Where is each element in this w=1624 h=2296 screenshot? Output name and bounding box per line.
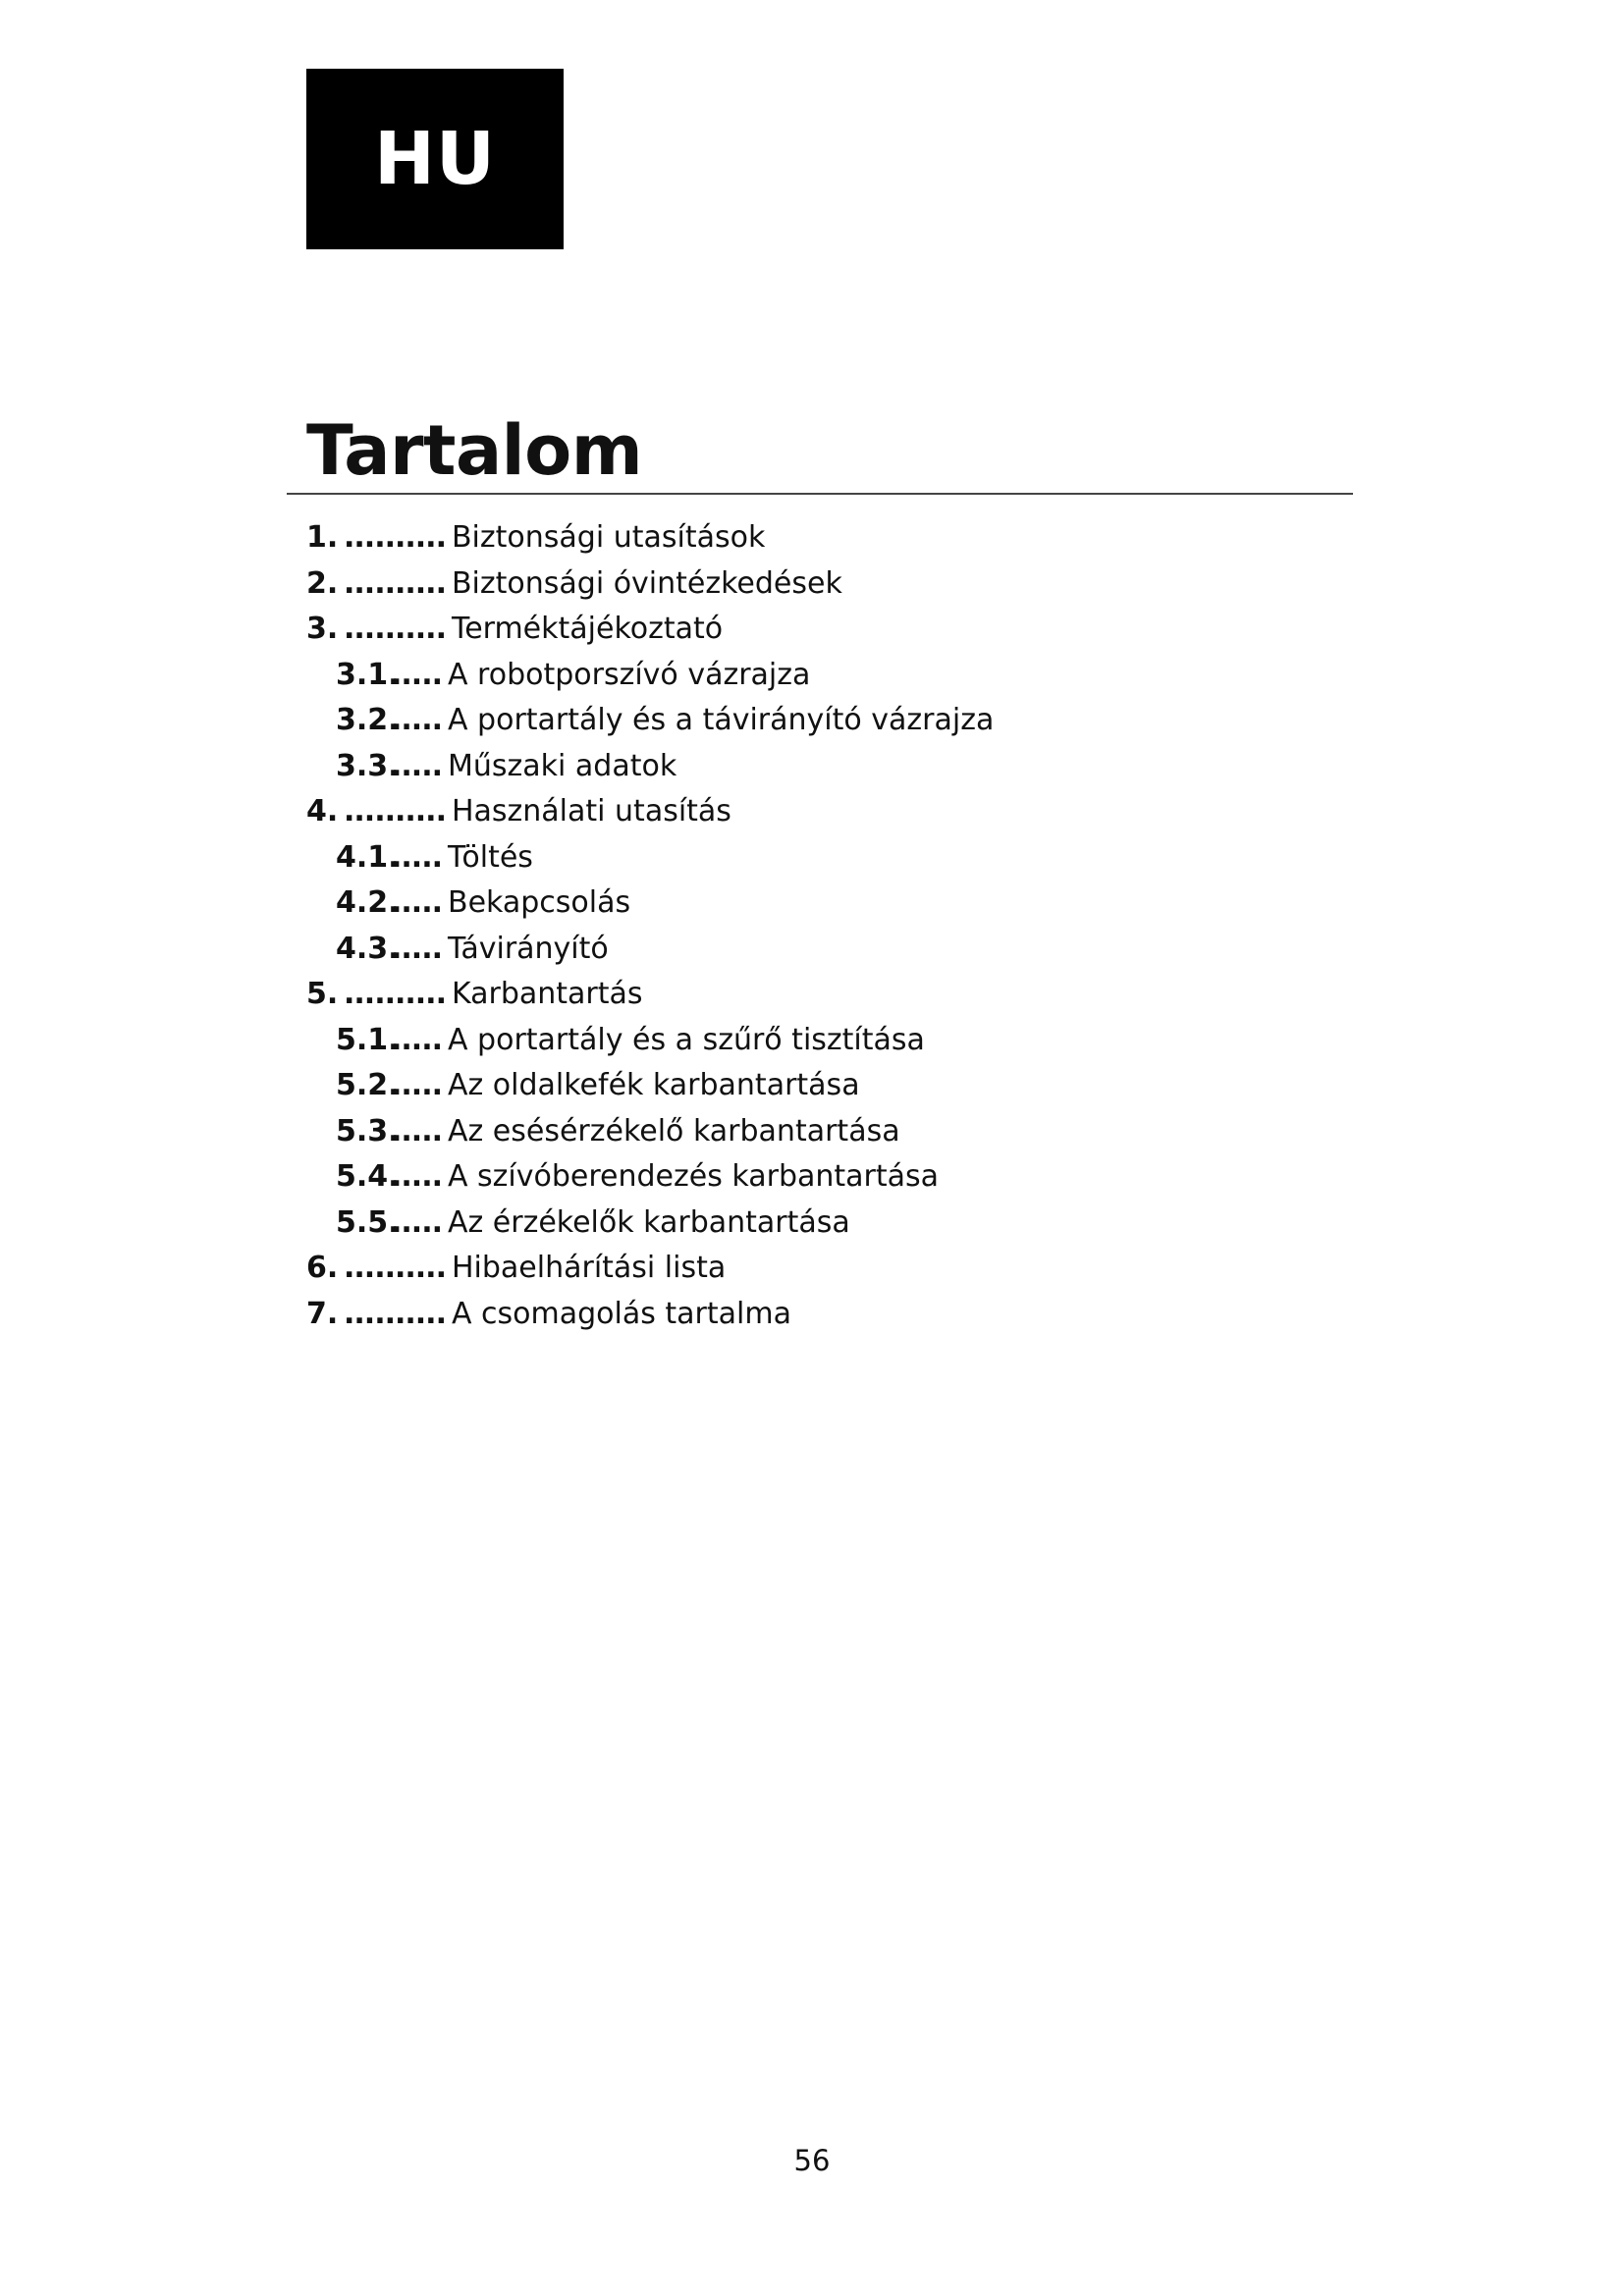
toc-item-4[interactable] xyxy=(306,789,994,835)
toc-item-5-4[interactable] xyxy=(306,1154,994,1201)
toc-item-5-2[interactable] xyxy=(306,1063,994,1109)
toc-leader-dots: ..... xyxy=(391,885,442,921)
toc-item-4-2[interactable] xyxy=(306,881,994,927)
toc-number: 5.2. xyxy=(336,1068,400,1103)
toc-item-4-1[interactable] xyxy=(306,835,994,881)
toc-number: 6. xyxy=(306,1251,339,1286)
toc-label: Bekapcsolás xyxy=(447,885,631,921)
toc-label: Karbantartás xyxy=(451,977,643,1012)
page-number: 56 xyxy=(793,2144,831,2177)
title-divider xyxy=(287,493,1353,495)
toc-leader-dots: .......... xyxy=(344,520,446,556)
toc-leader-dots: ..... xyxy=(391,931,442,966)
toc-number: 1. xyxy=(306,520,339,556)
toc-label: Műszaki adatok xyxy=(447,748,677,783)
toc-number: 4.3. xyxy=(336,931,400,966)
toc-leader-dots: ..... xyxy=(391,1204,442,1240)
toc-number: 3. xyxy=(306,612,339,647)
toc-number: 4.1. xyxy=(336,839,400,875)
toc-item-3[interactable] xyxy=(306,607,994,653)
toc-item-7[interactable] xyxy=(306,1292,994,1338)
toc-number: 3.2. xyxy=(336,703,400,738)
toc-item-1[interactable] xyxy=(306,515,994,561)
toc-leader-dots: .......... xyxy=(344,612,446,647)
toc-leader-dots: .......... xyxy=(344,977,446,1012)
toc-leader-dots: ..... xyxy=(391,839,442,875)
toc-label: Töltés xyxy=(447,839,533,875)
toc-leader-dots: .......... xyxy=(344,1296,446,1331)
toc-label: A csomagolás tartalma xyxy=(451,1296,791,1331)
toc-item-3-2[interactable] xyxy=(306,698,994,744)
toc-item-3-3[interactable] xyxy=(306,744,994,790)
toc-label: A szívóberendezés karbantartása xyxy=(447,1159,940,1195)
toc-item-2[interactable] xyxy=(306,561,994,608)
toc-item-5-1[interactable] xyxy=(306,1018,994,1064)
toc-label: Az oldalkefék karbantartása xyxy=(447,1068,860,1103)
toc-leader-dots: .......... xyxy=(344,794,446,829)
toc-number: 7. xyxy=(306,1296,339,1331)
page-title: Tartalom xyxy=(306,410,643,491)
table-of-contents xyxy=(306,515,994,1337)
toc-leader-dots: ..... xyxy=(391,748,442,783)
toc-number: 5.5. xyxy=(336,1204,400,1240)
toc-item-3-1[interactable] xyxy=(306,653,994,699)
toc-label: Biztonsági óvintézkedések xyxy=(451,565,842,601)
toc-label: Távirányító xyxy=(447,931,609,966)
toc-item-5[interactable] xyxy=(306,972,994,1018)
toc-label: A portartály és a szűrő tisztítása xyxy=(447,1022,925,1057)
toc-leader-dots: .......... xyxy=(344,565,446,601)
toc-number: 5. xyxy=(306,977,339,1012)
toc-label: A portartály és a távirányító vázrajza xyxy=(447,703,995,738)
toc-leader-dots: .......... xyxy=(344,1251,446,1286)
toc-item-5-5[interactable] xyxy=(306,1201,994,1247)
toc-number: 5.3. xyxy=(336,1113,400,1148)
toc-number: 5.1. xyxy=(336,1022,400,1057)
toc-number: 2. xyxy=(306,565,339,601)
toc-label: Az érzékelők karbantartása xyxy=(447,1204,850,1240)
toc-leader-dots: ..... xyxy=(391,1068,442,1103)
toc-number: 3.1. xyxy=(336,657,400,692)
toc-label: A robotporszívó vázrajza xyxy=(447,657,811,692)
toc-leader-dots: ..... xyxy=(391,1113,442,1148)
toc-number: 5.4. xyxy=(336,1159,400,1195)
language-badge: HU xyxy=(306,69,564,249)
toc-item-6[interactable] xyxy=(306,1246,994,1292)
toc-label: Hibaelhárítási lista xyxy=(451,1251,727,1286)
toc-item-5-3[interactable] xyxy=(306,1109,994,1155)
toc-leader-dots: ..... xyxy=(391,1022,442,1057)
toc-label: Terméktájékoztató xyxy=(451,612,724,647)
toc-label: Biztonsági utasítások xyxy=(451,520,766,556)
toc-number: 3.3. xyxy=(336,748,400,783)
toc-number: 4.2. xyxy=(336,885,400,921)
toc-number: 4. xyxy=(306,794,339,829)
toc-leader-dots: ..... xyxy=(391,703,442,738)
toc-label: Használati utasítás xyxy=(451,794,731,829)
toc-item-4-3[interactable] xyxy=(306,927,994,973)
toc-leader-dots: ..... xyxy=(391,657,442,692)
toc-label: Az esésérzékelő karbantartása xyxy=(447,1113,900,1148)
toc-leader-dots: ..... xyxy=(391,1159,442,1195)
